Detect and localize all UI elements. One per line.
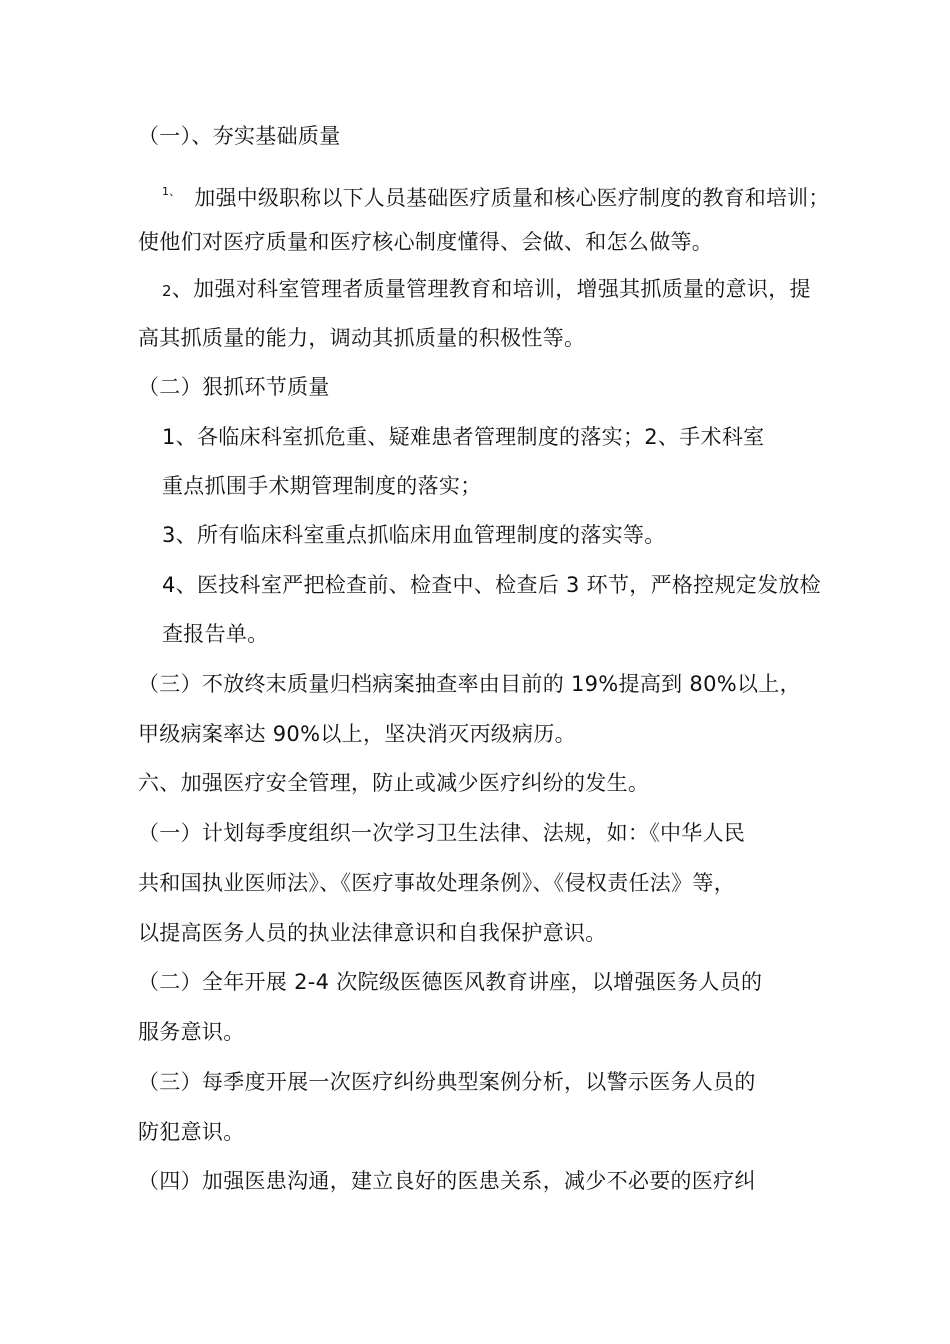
list-number: 1、 bbox=[162, 185, 181, 198]
paragraph-line: （一）计划每季度组织一次学习卫生法律、法规，如：《中华人民 bbox=[138, 821, 746, 845]
paragraph-line: 甲级病案率达 90%以上，坚决消灭丙级病历。 bbox=[138, 722, 576, 746]
list-number: 2 bbox=[162, 282, 172, 300]
paragraph-line: （二）全年开展 2-4 次院级医德医风教育讲座，以增强医务人员的 bbox=[138, 970, 763, 994]
section-heading-2: （二）狠抓环节质量 bbox=[138, 375, 330, 399]
paragraph-line: （三）每季度开展一次医疗纠纷典型案例分析，以警示医务人员的 bbox=[138, 1070, 756, 1094]
paragraph-line: 高其抓质量的能力，调动其抓质量的积极性等。 bbox=[138, 326, 586, 350]
paragraph-line bbox=[162, 177, 830, 213]
section-heading-1: （一）、夯实基础质量 bbox=[138, 124, 341, 148]
paragraph-line: 查报告单。 bbox=[162, 622, 269, 646]
paragraph-text: 、加强对科室管理者质量管理教育和培训，增强其抓质量的意识，提 bbox=[171, 277, 811, 301]
paragraph-line bbox=[162, 274, 811, 306]
paragraph-line: 重点抓围手术期管理制度的落实； bbox=[162, 474, 482, 498]
section-heading-3: 六、加强医疗安全管理，防止或减少医疗纠纷的发生。 bbox=[138, 771, 650, 795]
paragraph-line: 服务意识。 bbox=[138, 1020, 245, 1044]
paragraph-line: 4、医技科室严把检查前、检查中、检查后 3 环节，严格控规定发放检 bbox=[162, 573, 821, 597]
paragraph-line: 以提高医务人员的执业法律意识和自我保护意识。 bbox=[138, 921, 607, 945]
paragraph-line: 3、所有临床科室重点抓临床用血管理制度的落实等。 bbox=[162, 523, 666, 547]
paragraph-line: （四）加强医患沟通，建立良好的医患关系，减少不必要的医疗纠 bbox=[138, 1169, 756, 1193]
paragraph-line: 1、各临床科室抓危重、疑难患者管理制度的落实；2、手术科室 bbox=[162, 425, 765, 449]
paragraph-text: 加强中级职称以下人员基础医疗质量和核心医疗制度的教育和培训； bbox=[194, 186, 830, 210]
paragraph-line: 防犯意识。 bbox=[138, 1120, 245, 1144]
paragraph-line: 共和国执业医师法》、《医疗事故处理条例》、《侵权责任法》等， bbox=[138, 871, 735, 895]
paragraph-line: （三）不放终末质量归档病案抽查率由目前的 19%提高到 80%以上， bbox=[138, 672, 801, 696]
paragraph-line: 使他们对医疗质量和医疗核心制度懂得、会做、和怎么做等。 bbox=[138, 230, 714, 254]
